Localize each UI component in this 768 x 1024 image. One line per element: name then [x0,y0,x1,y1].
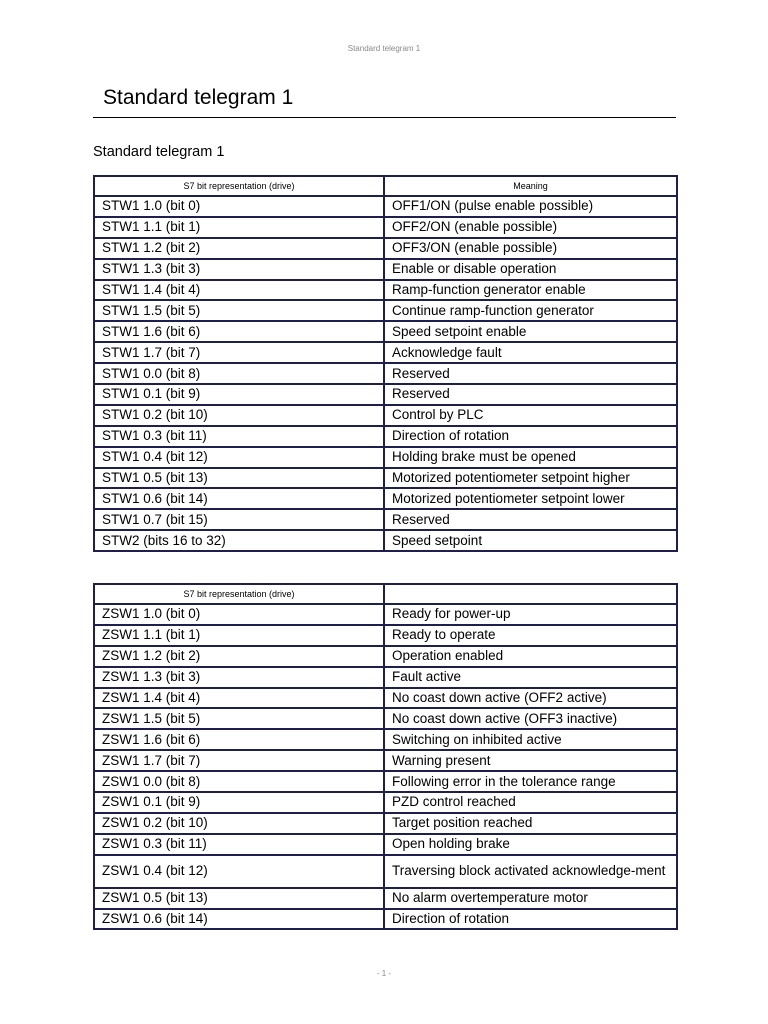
meaning-cell: Direction of rotation [384,909,677,930]
table-row [94,729,677,750]
section-title: Standard telegram 1 [93,144,225,160]
bit-cell: STW1 0.2 (bit 10) [94,405,384,426]
bit-cell: ZSW1 0.5 (bit 13) [94,888,384,909]
bit-cell: STW1 0.7 (bit 15) [94,509,384,530]
table-row [94,384,677,405]
meaning-cell: Ready for power-up [384,604,677,625]
meaning-cell: Speed setpoint enable [384,321,677,342]
bit-cell: STW1 1.4 (bit 4) [94,280,384,301]
table-row [94,888,677,909]
bit-cell: STW1 0.4 (bit 12) [94,447,384,468]
meaning-cell: OFF3/ON (enable possible) [384,238,677,259]
meaning-cell: Reserved [384,384,677,405]
bit-cell: ZSW1 1.7 (bit 7) [94,750,384,771]
table-row [94,750,677,771]
column-header-bit: S7 bit representation (drive) [94,176,384,196]
bit-cell: STW1 0.0 (bit 8) [94,363,384,384]
bit-cell: STW1 0.6 (bit 14) [94,488,384,509]
meaning-cell: Ready to operate [384,625,677,646]
bit-cell: ZSW1 0.3 (bit 11) [94,834,384,855]
meaning-cell: Continue ramp-function generator [384,300,677,321]
meaning-cell: Ramp-function generator enable [384,280,677,301]
table-row [94,238,677,259]
bit-cell: STW1 1.7 (bit 7) [94,342,384,363]
table-row [94,909,677,930]
meaning-cell: Following error in the tolerance range [384,771,677,792]
meaning-cell: Operation enabled [384,646,677,667]
table-row [94,530,677,551]
table-row [94,855,677,888]
table-row [94,217,677,238]
table-row [94,509,677,530]
meaning-cell: Switching on inhibited active [384,729,677,750]
table-row [94,342,677,363]
meaning-cell: Direction of rotation [384,426,677,447]
table-row [94,447,677,468]
bit-cell: ZSW1 1.3 (bit 3) [94,667,384,688]
table-row [94,468,677,489]
table-row [94,426,677,447]
bit-cell: ZSW1 0.1 (bit 9) [94,792,384,813]
table-row [94,321,677,342]
table-row [94,363,677,384]
bit-cell: STW1 1.1 (bit 1) [94,217,384,238]
bit-cell: STW1 0.1 (bit 9) [94,384,384,405]
table-row [94,259,677,280]
meaning-cell: Fault active [384,667,677,688]
meaning-cell: Speed setpoint [384,530,677,551]
meaning-cell: Target position reached [384,813,677,834]
bit-cell: ZSW1 1.4 (bit 4) [94,688,384,709]
table-header-row [94,176,677,196]
page-title: Standard telegram 1 [103,86,294,109]
meaning-cell: Holding brake must be opened [384,447,677,468]
bit-cell: STW1 1.2 (bit 2) [94,238,384,259]
control-word-table [93,175,678,552]
table-row [94,646,677,667]
table-row [94,300,677,321]
table-row [94,667,677,688]
bit-cell: STW1 1.0 (bit 0) [94,196,384,217]
meaning-cell: PZD control reached [384,792,677,813]
table-header-row [94,584,677,604]
meaning-cell: OFF1/ON (pulse enable possible) [384,196,677,217]
column-header-meaning: Meaning [384,176,677,196]
meaning-cell: Warning present [384,750,677,771]
table-row [94,688,677,709]
bit-cell: STW2 (bits 16 to 32) [94,530,384,551]
table-row [94,813,677,834]
bit-cell: STW1 1.6 (bit 6) [94,321,384,342]
table-row [94,196,677,217]
running-header: Standard telegram 1 [347,44,421,53]
table-row [94,604,677,625]
meaning-cell: No alarm overtemperature motor [384,888,677,909]
table-row [94,280,677,301]
bit-cell: STW1 0.3 (bit 11) [94,426,384,447]
meaning-cell: Control by PLC [384,405,677,426]
bit-cell: ZSW1 0.4 (bit 12) [94,855,384,888]
bit-cell: ZSW1 0.2 (bit 10) [94,813,384,834]
meaning-cell: Traversing block activated acknowledge-ment [384,855,677,888]
page-number: - 1 - [376,969,392,978]
table-row [94,771,677,792]
table-row [94,792,677,813]
meaning-cell: OFF2/ON (enable possible) [384,217,677,238]
bit-cell: ZSW1 0.0 (bit 8) [94,771,384,792]
table-row [94,834,677,855]
meaning-cell: Reserved [384,509,677,530]
meaning-cell: Motorized potentiometer setpoint higher [384,468,677,489]
meaning-cell: Motorized potentiometer setpoint lower [384,488,677,509]
bit-cell: ZSW1 1.2 (bit 2) [94,646,384,667]
meaning-cell: No coast down active (OFF2 active) [384,688,677,709]
meaning-cell: Open holding brake [384,834,677,855]
bit-cell: STW1 0.5 (bit 13) [94,468,384,489]
bit-cell: ZSW1 0.6 (bit 14) [94,909,384,930]
status-word-table [93,583,678,930]
table-row [94,625,677,646]
title-divider [93,117,676,118]
bit-cell: STW1 1.5 (bit 5) [94,300,384,321]
meaning-cell: Acknowledge fault [384,342,677,363]
bit-cell: ZSW1 1.6 (bit 6) [94,729,384,750]
table-row [94,405,677,426]
meaning-cell: Enable or disable operation [384,259,677,280]
meaning-cell: No coast down active (OFF3 inactive) [384,708,677,729]
column-header-meaning [384,584,677,604]
column-header-bit: S7 bit representation (drive) [94,584,384,604]
bit-cell: ZSW1 1.0 (bit 0) [94,604,384,625]
meaning-cell: Reserved [384,363,677,384]
bit-cell: ZSW1 1.5 (bit 5) [94,708,384,729]
bit-cell: ZSW1 1.1 (bit 1) [94,625,384,646]
table-row [94,708,677,729]
bit-cell: STW1 1.3 (bit 3) [94,259,384,280]
table-row [94,488,677,509]
